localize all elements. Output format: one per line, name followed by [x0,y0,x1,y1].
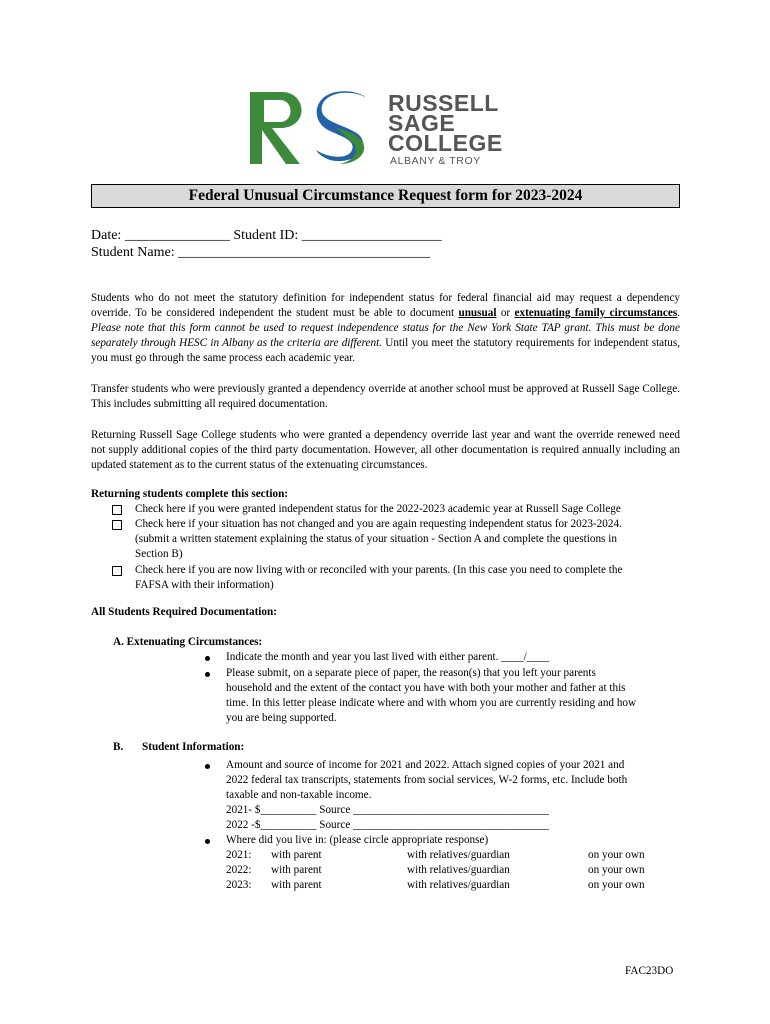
last-lived-with-parent: Indicate the month and year you last lived with either parent. ____/____ [226,651,550,663]
checkbox-label: (submit a written statement explaining the status of your situation - Section A and complete the questions in [135,533,617,545]
intro-text: Until you meet the statutory requirements for independent status, you must go through the same process each academic year. [91,337,680,364]
checkbox-label: Check here if you were granted independent status for the 2022-2023 academic year at Russell Sage College [135,503,621,515]
intro-paragraph-1 [91,291,680,366]
intro-text: Students who do not meet the statutory definition for independent status for federal financial aid may request a dependency override. To be considered independent the student must be able to document [91,292,680,319]
income-text: taxable and non-taxable income. [226,789,372,801]
date-student-id-field[interactable]: Date: _______________ Student ID: ____________________ [91,228,442,243]
option-on-your-own[interactable]: on your own [588,849,645,861]
college-logo [248,88,528,168]
checkbox-label: FAFSA with their information) [135,579,274,591]
reason-letter-text: Please submit, on a separate piece of paper, the reason(s) that you left your parents [226,667,596,679]
checkbox-label: Section B) [135,548,183,560]
reason-letter-text: you are being supported. [226,712,337,724]
living-year: 2021: [226,849,252,861]
option-with-relatives[interactable]: with relatives/guardian [407,864,510,876]
rs-monogram-icon [248,88,388,168]
student-name-field[interactable]: Student Name: ____________________________________ [91,245,431,260]
income-2021-field[interactable]: 2021- $__________ Source ___________________________________ [226,804,549,816]
form-title: Federal Unusual Circumstance Request form for 2023-2024 [91,184,680,208]
wordmark-sage: SAGE [388,110,456,136]
option-on-your-own[interactable]: on your own [588,879,645,891]
option-on-your-own[interactable]: on your own [588,864,645,876]
living-year: 2022: [226,864,252,876]
wordmark-college: COLLEGE [388,130,503,156]
bullet-icon [205,672,210,677]
income-text: Amount and source of income for 2021 and 2022. Attach signed copies of your 2021 and [226,759,625,771]
checkbox-granted-last-year[interactable] [112,505,122,515]
option-with-parent[interactable]: with parent [271,849,322,861]
checkbox-reconciled-with-parents[interactable] [112,566,122,576]
income-text: 2022 federal tax transcripts, statements from social services, W-2 forms, etc. Include both [226,774,628,786]
section-b-label: B. [113,741,124,753]
checkbox-label: Check here if your situation has not changed and you are again requesting independent status for 2023-2024. [135,518,622,530]
intro-text: . [677,307,680,319]
option-with-parent[interactable]: with parent [271,879,322,891]
checkbox-label: Check here if you are now living with or reconciled with your parents. (In this case you need to complete the [135,564,623,576]
intro-paragraph-3: Returning Russell Sage College students who were granted a dependency override last year and want the override renewed need not supply additional copies of the third party documentation. However, all other documentation is required annually including an updated statement as to the current status of the extenuating circumstances. [91,429,680,471]
intro-text: or [496,307,515,319]
option-with-parent[interactable]: with parent [271,864,322,876]
bullet-icon [205,764,210,769]
bullet-icon [205,656,210,661]
income-2022-field[interactable]: 2022 -$__________ Source ___________________________________ [226,819,549,831]
reason-letter-text: household and the extent of the contact you have with both your mother and father at this [226,682,626,694]
returning-heading: Returning students complete this section: [91,488,289,500]
wordmark-location: ALBANY & TROY [390,155,481,167]
bullet-icon [205,839,210,844]
option-with-relatives[interactable]: with relatives/guardian [407,849,510,861]
wordmark-russell: RUSSELL [388,90,499,116]
extenuating-emphasis: extenuating family circumstances [514,307,678,319]
reason-letter-text: time. In this letter please indicate where and with whom you are currently residing and how [226,697,637,709]
intro-paragraph-2: Transfer students who were previously granted a dependency override at another school must be approved at Russell Sage College. This includes submitting all required documentation. [91,383,680,410]
section-a-heading: A. Extenuating Circumstances: [113,636,263,648]
form-code: FAC23DO [625,965,674,977]
option-with-relatives[interactable]: with relatives/guardian [407,879,510,891]
living-year: 2023: [226,879,252,891]
living-question: Where did you live in: (please circle appropriate response) [226,834,489,846]
unusual-emphasis: unusual [458,307,497,319]
tap-grant-note: Please note that this form cannot be used to request independence status for the New York State TAP grant. This must be done separately through HESC in Albany as the criteria are different. [91,322,680,349]
all-students-heading: All Students Required Documentation: [91,606,277,618]
section-b-heading: Student Information: [142,741,245,753]
checkbox-situation-unchanged[interactable] [112,520,122,530]
